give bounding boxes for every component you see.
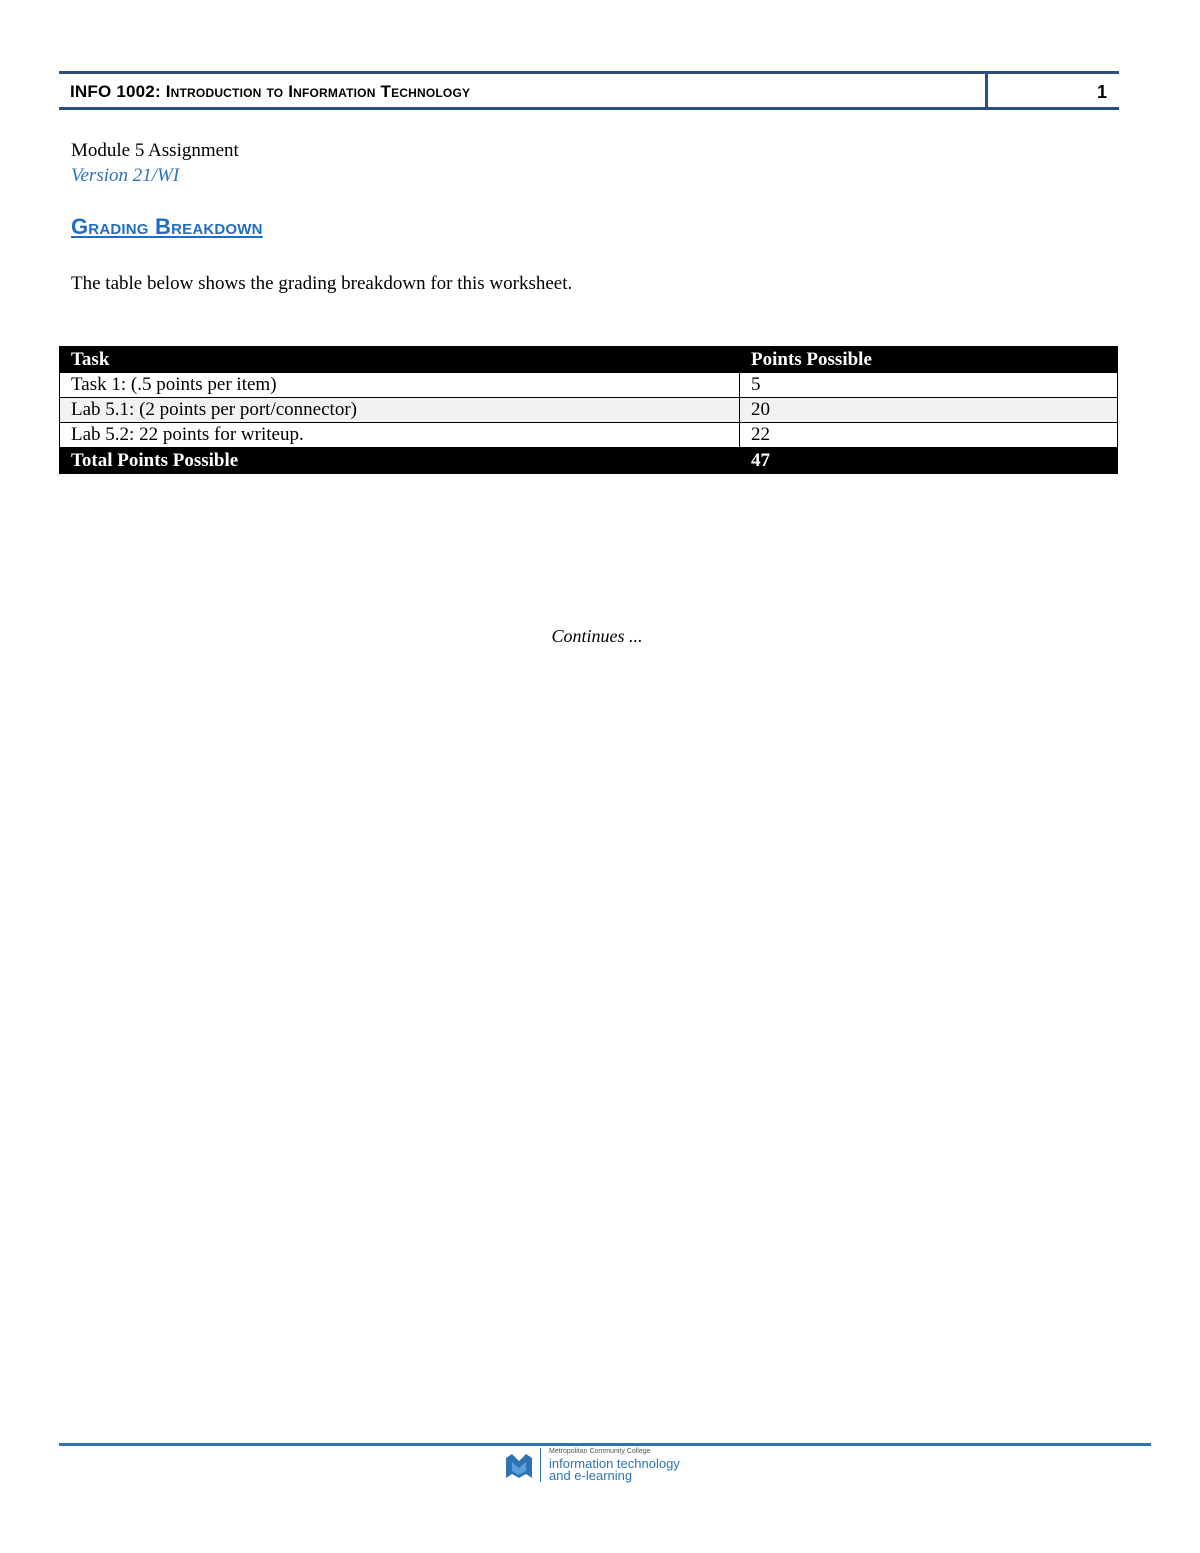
grading-table bbox=[59, 346, 1118, 474]
table-header-row bbox=[60, 347, 1118, 373]
header-divider bbox=[985, 71, 988, 110]
continues-note: Continues ... bbox=[551, 626, 643, 646]
logo-text-line2: and e-learning bbox=[549, 1468, 633, 1483]
column-header-points: Points Possible bbox=[740, 347, 1118, 373]
table-row bbox=[60, 373, 1118, 398]
logo-separator bbox=[540, 1448, 541, 1482]
points-cell: 20 bbox=[740, 398, 1118, 423]
logo-text-line1: information technology bbox=[549, 1456, 680, 1471]
module-title: Module 5 Assignment bbox=[71, 140, 239, 161]
page-number: 1 bbox=[1096, 82, 1107, 102]
version-label: Version 21/WI bbox=[71, 165, 180, 186]
points-cell: 22 bbox=[740, 423, 1118, 448]
total-row bbox=[60, 448, 1118, 474]
college-logo bbox=[506, 1448, 706, 1484]
task-cell: Lab 5.1: (2 points per port/connector) bbox=[60, 398, 740, 423]
column-header-task: Task bbox=[60, 347, 740, 373]
total-label: Total Points Possible bbox=[60, 448, 740, 474]
section-heading: Grading Breakdown bbox=[71, 214, 263, 239]
page-header bbox=[59, 71, 1119, 110]
table-row bbox=[60, 423, 1118, 448]
points-cell: 5 bbox=[740, 373, 1118, 398]
college-logo-icon bbox=[506, 1454, 532, 1478]
task-cell: Task 1: (.5 points per item) bbox=[60, 373, 740, 398]
task-cell: Lab 5.2: 22 points for writeup. bbox=[60, 423, 740, 448]
table-row bbox=[60, 398, 1118, 423]
intro-paragraph: The table below shows the grading breakdown for this worksheet. bbox=[71, 273, 573, 294]
total-points: 47 bbox=[740, 448, 1118, 474]
course-title: INFO 1002: Introduction to Information Technology bbox=[70, 82, 471, 101]
footer-rule bbox=[59, 1443, 1151, 1446]
logo-college-name: Metropolitan Community College bbox=[549, 1448, 651, 1455]
